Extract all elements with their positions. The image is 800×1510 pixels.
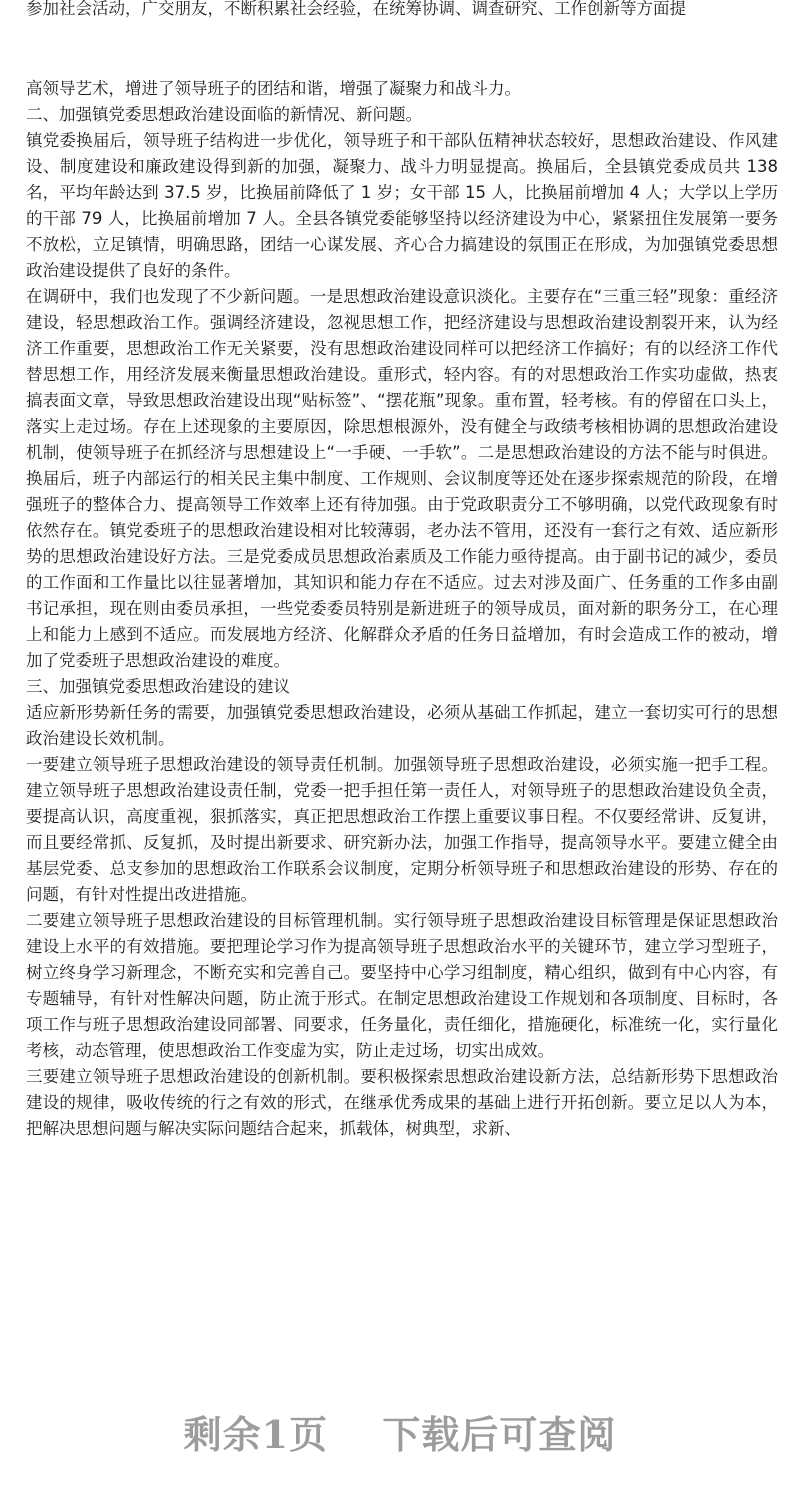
paragraph-problems: 在调研中，我们也发现了不少新问题。一是思想政治建设意识淡化。主要存在“三重三轻”现象：重经济建设，轻思想政治工作。强调经济建设，忽视思想工作，把经济建设与思想政治建设割裂开来，认为经济工作重要，思想政治工作无关紧要，没有思想政治建设同样可以把经济工作搞好；有的以经济工作代替思想工作，用经济发展来衡量思想政治建设。重形式，轻内容。有的对思想政治工作实功虚做，热衷搞表面文章，导致思想政治建设出现“贴标签”、“摆花瓶”现象。重布置，轻考核。有的停留在口头上，落实上走过场。存在上述现象的主要原因，除思想根源外，没有健全与政绩考核相协调的思想政治建设机制，使领导班子在抓经济与思想建设上“一手硬、一手软”。二是思想政治建设的方法不能与时俱进。换届后，班子内部运行的相关民主集中制度、工作规则、会议制度等还处在逐步探索规范的阶段，在增强班子的整体合力、提高领导工作效率上还有待加强。由于党政职责分工不够明确，以党代政现象有时依然存在。镇党委班子的思想政治建设相对比较薄弱，老办法不管用，还没有一套行之有效、适应新形势的思想政治建设好方法。三是党委成员思想政治素质及工作能力亟待提高。由于副书记的减少，委员的工作面和工作量比以往显著增加，其知识和能力存在不适应。过去对涉及面广、任务重的工作多由副书记承担，现在则由委员承担，一些党委委员特别是新进班子的领导成员，面对新的职务分工，在心理上和能力上感到不适应。而发展地方经济、化解群众矛盾的任务日益增加，有时会造成工作的被动，增加了党委班子思想政治建设的难度。 [26, 287, 778, 670]
paragraph-mechanism-2: 二要建立领导班子思想政治建设的目标管理机制。实行领导班子思想政治建设目标管理是保证思想政治建设上水平的有效措施。要把理论学习作为提高领导班子思想政治水平的关键环节，建立学习型班子，树立终身学习新理念，不断充实和完善自己。要坚持中心学习组制度，精心组织，做到有中心内容，有专题辅导，有针对性解决问题，防止流于形式。在制定思想政治建设工作规划和各项制度、目标时，各项工作与班子思想政治建设同部署、同要求，任务量化，责任细化，措施硬化，标准统一化，实行量化考核，动态管理，使思想政治工作变虚为实，防止走过场，切实出成效。 [26, 911, 778, 1060]
fragment-line: 参加社会活动，广交朋友，不断积累社会经验，在统筹协调、调查研究、工作创新等方面提 [26, 0, 686, 18]
paragraph-mechanism-1: 一要建立领导班子思想政治建设的领导责任机制。加强领导班子思想政治建设，必须实施一把手工程。建立领导班子思想政治建设责任制，党委一把手担任第一责任人，对领导班子的思想政治建设负全责，要提高认识，高度重视，狠抓落实，真正把思想政治工作摆上重要议事日程。不仅要经常讲、反复讲，而且要经常抓、反复抓，及时提出新要求、研究新办法，加强工作指导，提高领导水平。要建立健全由基层党委、总支参加的思想政治工作联系会议制度，定期分析领导班子和思想政治建设的形势、存在的问题，有针对性提出改进措施。 [26, 755, 778, 904]
paragraph-mechanism-3: 三要建立领导班子思想政治建设的创新机制。要积极探索思想政治建设新方法，总结新形势下思想政治建设的规律，吸收传统的行之有效的形式，在继承优秀成果的基础上进行开拓创新。要立足以人为本，把解决思想问题与解决实际问题结合起来，抓载体，树典型，求新、 [26, 1067, 778, 1138]
paragraph-suggestion-intro: 适应新形势新任务的需要，加强镇党委思想政治建设，必须从基础工作抓起，建立一套切实可行的思想政治建设长效机制。 [26, 703, 778, 748]
section-heading-2: 二、加强镇党委思想政治建设面临的新情况、新问题。 [26, 105, 422, 124]
paragraph-continuation: 高领导艺术，增进了领导班子的团结和谐，增强了凝聚力和战斗力。 [26, 79, 521, 98]
download-to-view-label[interactable]: 下载后可查阅 [382, 1412, 617, 1457]
document-body [26, 76, 778, 1142]
previous-page-fragment [26, 0, 778, 22]
section-heading-3: 三、加强镇党委思想政治建设的建议 [26, 677, 290, 696]
paragraph-overview: 镇党委换届后，领导班子结构进一步优化，领导班子和干部队伍精神状态较好，思想政治建设、作风建设、制度建设和廉政建设得到新的加强，凝聚力、战斗力明显提高。换届后，全县镇党委成员共 138 名，平均年龄达到 37.5 岁，比换届前降低了 1 岁；女干部 15 人，比换届前增加 4 人；大学以上学历的干部 79 人，比换届前增加 7 人。全县各镇党委能够坚持以经济建设为中心，紧紧扭住发展第一要务不放松，立足镇情，明确思路，团结一心谋发展、齐心合力搞建设的氛围正在形成，为加强镇党委思想政治建设提供了良好的条件。 [26, 131, 778, 280]
remaining-pages-label: 剩余1页 [183, 1412, 329, 1457]
download-prompt-banner[interactable] [0, 1405, 800, 1465]
